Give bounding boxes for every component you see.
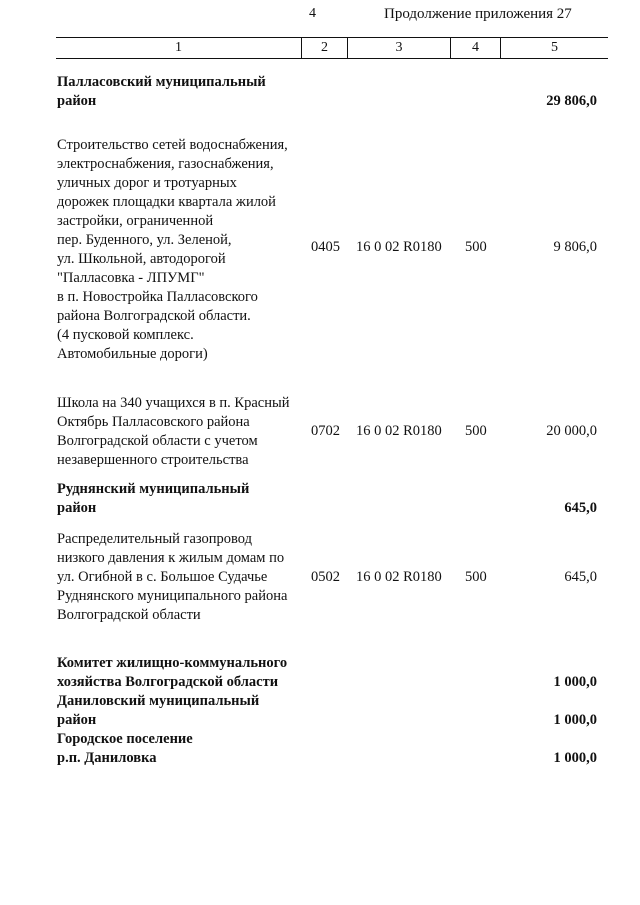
column-number-3: 3 <box>348 38 451 58</box>
row-name-line: Руднянского муниципального района <box>57 588 288 604</box>
row-amount: 1 000,0 <box>553 674 597 690</box>
row-name-line: низкого давления к жилым домам по <box>57 550 285 566</box>
row-name-line: в п. Новостройка Палласовского <box>57 289 258 305</box>
row-name-line: "Палласовка - ЛПУМГ" <box>57 270 205 286</box>
row-section-code: 0702 <box>311 423 340 439</box>
row-name-line: Волгоградской области <box>57 607 201 623</box>
row-amount: 1 000,0 <box>553 712 597 728</box>
page-number: 4 <box>309 6 316 21</box>
row-amount: 9 806,0 <box>553 239 597 255</box>
row-name-line: Палласовский муниципальный <box>57 74 266 90</box>
column-number-4: 4 <box>451 38 501 58</box>
row-target-code: 16 0 02 R0180 <box>356 569 442 585</box>
row-section-code: 0502 <box>311 569 340 585</box>
row-amount: 29 806,0 <box>546 93 597 109</box>
row-amount: 1 000,0 <box>553 750 597 766</box>
row-name-line: (4 пусковой комплекс. <box>57 327 194 343</box>
row-name <box>57 530 307 625</box>
row-name-line: дорожек площадки квартала жилой <box>57 194 276 210</box>
row-name <box>57 654 307 692</box>
row-section-code: 0405 <box>311 239 340 255</box>
row-target-code: 16 0 02 R0180 <box>356 423 442 439</box>
row-expense-type: 500 <box>465 239 487 255</box>
row-name-line: района Волгоградской области. <box>57 308 251 324</box>
row-name-line: Волгоградской области с учетом <box>57 433 258 449</box>
column-number-5: 5 <box>551 40 558 55</box>
row-amount: 645,0 <box>564 569 597 585</box>
row-name-line: район <box>57 93 97 109</box>
row-name-line: Автомобильные дороги) <box>57 346 208 362</box>
column-number-2: 2 <box>302 38 348 58</box>
row-name <box>57 136 307 364</box>
row-name-line: пер. Буденного, ул. Зеленой, <box>57 232 232 248</box>
row-name-line: район <box>57 500 97 516</box>
column-number-1: 1 <box>56 38 302 58</box>
row-expense-type: 500 <box>465 423 487 439</box>
table-column-header <box>56 37 608 59</box>
row-name <box>57 394 307 470</box>
row-name-line: Школа на 340 учащихся в п. Красный <box>57 395 290 411</box>
row-name-line: застройки, ограниченной <box>57 213 214 229</box>
row-name-line: ул. Огибной в с. Большое Судачье <box>57 569 268 585</box>
row-name-line: Руднянский муниципальный <box>57 481 250 497</box>
row-name-line: уличных дорог и тротуарных <box>57 175 237 191</box>
row-name-line: Городское поселение <box>57 731 193 747</box>
row-name-line: ул. Школьной, автодорогой <box>57 251 226 267</box>
appendix-continuation-note: Продолжение приложения 27 <box>384 6 572 22</box>
row-name-line: район <box>57 712 97 728</box>
row-amount: 645,0 <box>564 500 597 516</box>
row-name-line: Распределительный газопровод <box>57 531 252 547</box>
row-name-line: незавершенного строительства <box>57 452 249 468</box>
row-name <box>57 692 307 730</box>
row-name-line: Комитет жилищно-коммунального <box>57 655 288 671</box>
row-name <box>57 730 307 768</box>
row-name <box>57 73 307 111</box>
row-name-line: Строительство сетей водоснабжения, <box>57 137 288 153</box>
row-target-code: 16 0 02 R0180 <box>356 239 442 255</box>
row-name-line: электроснабжения, газоснабжения, <box>57 156 274 172</box>
row-name-line: Даниловский муниципальный <box>57 693 260 709</box>
row-amount: 20 000,0 <box>546 423 597 439</box>
row-name <box>57 480 307 518</box>
row-name-line: р.п. Даниловка <box>57 750 157 766</box>
row-name-line: хозяйства Волгоградской области <box>57 674 279 690</box>
row-name-line: Октябрь Палласовского района <box>57 414 250 430</box>
row-expense-type: 500 <box>465 569 487 585</box>
